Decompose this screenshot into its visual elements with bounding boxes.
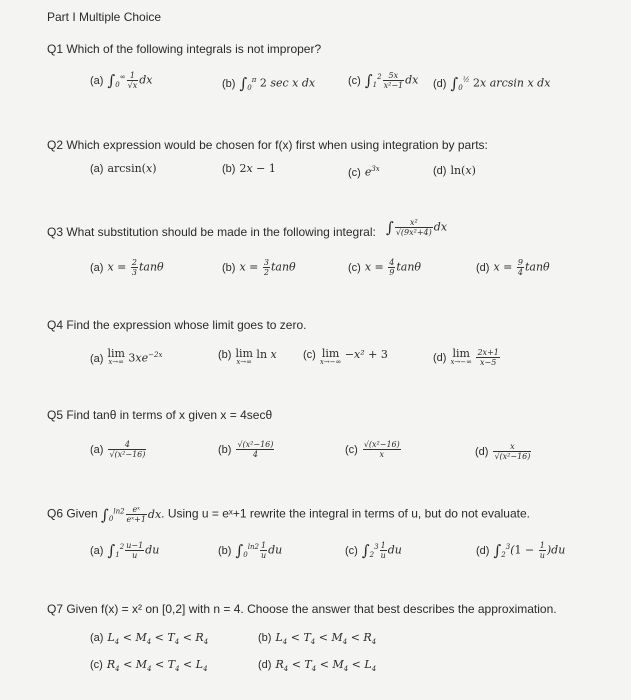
q2-option-d: (d) ln(x) [433, 164, 476, 177]
q6-prompt-post: . Using u = eˣ+1 rewrite the integral in terms of u, but do not evaluate. [161, 506, 530, 521]
q3-option-c: (c) x = $\frac{4}{9}$ tanθ [348, 258, 422, 277]
q5-option-b: (b) $\frac{\text{√(x²−16)}}{4}$ [218, 440, 274, 459]
q4-option-d: (d) lim x→−∞ $\frac{2x+1}{x-5}$ [433, 347, 499, 367]
q2-option-b: (b) 2x − 1 [222, 162, 276, 175]
q3-option-a: (a) x = $\frac{2}{3}$ tanθ [90, 258, 164, 277]
q6-prompt [47, 504, 530, 526]
q4-option-b: (b) lim x→∞ ln x [218, 347, 277, 366]
q5-option-c: (c) $\frac{\text{√(x²−16)}}{x}$ [345, 440, 400, 459]
q6-option-b: (b) $\int_0^{ln2}$ $\frac{1}{u}$ du [218, 541, 283, 561]
q6-option-c: (c) $\int_2^3$ $\frac{1}{u}$ du [345, 541, 402, 561]
q3-option-b: (b) x = $\frac{3}{2}$ tanθ [222, 258, 296, 277]
q3-prompt: Q3 What substitution should be made in the following integral: [47, 225, 376, 239]
q1-prompt: Q1 Which of the following integrals is not improper? [47, 42, 322, 56]
q2-option-c: (c) $e^{3x}$ [348, 165, 380, 179]
q5-option-d: (d) $\frac{x}{\text{√(x²−16)}}$ [475, 442, 531, 461]
q3-option-d: (d) x = $\frac{9}{4}$ tanθ [476, 258, 550, 277]
q1-option-b: (b) $\int_0^\pi$ 2 sec x dx [222, 74, 316, 93]
q7-prompt: Q7 Given f(x) = x² on [0,2] with n = 4. Choose the answer that best describes the approximation. [47, 602, 557, 616]
q4-option-c: (c) lim x→−∞ −x² + 3 [303, 347, 388, 366]
q1-option-c: (c) $\int_1^2$ $\frac{5x}{\text{x²−1}}$ dx [348, 71, 419, 91]
q7-option-d: (d) $R_4 < T_4 < M_4 < L_4$ [258, 658, 377, 674]
q6-option-d: (d) $\int_2^3(1$ − $\frac{1}{u}$ )du [476, 541, 566, 561]
q6-prompt-pre: Q6 Given [47, 506, 98, 521]
q2-option-a: (a) arcsin(x) [90, 162, 157, 175]
q6-option-a: (a) $\int_1^2$ $\frac{u-1}{u}$ du [90, 541, 160, 561]
part-title: Part I Multiple Choice [47, 10, 162, 24]
q6-integral: $\int_0^{ln2}$ $\frac{\text{eˣ}}{\text{eˣ+1}}$ dx [101, 505, 162, 525]
q4-prompt: Q4 Find the expression whose limit goes to zero. [47, 318, 307, 332]
q1-option-d: (d) $\int_0^{\frac{1}{2}}$ 2x arcsin x dx [433, 74, 551, 93]
q7-option-a: (a) $L_4 < M_4 < T_4 < R_4$ [90, 631, 209, 647]
q7-option-c: (c) $R_4 < M_4 < T_4 < L_4$ [90, 658, 208, 674]
q2-prompt: Q2 Which expression would be chosen for f(x) first when using integration by parts: [47, 138, 488, 152]
q4-option-a: (a) lim x→∞ $3xe^{-2x}$ [90, 347, 163, 366]
q5-prompt: Q5 Find tanθ in terms of x given x = 4secθ [47, 408, 273, 422]
q3-integral: ∫ $\frac{\text{x²}}{\text{√(9x²+4)}}$ dx [386, 218, 448, 237]
q5-option-a: (a) $\frac{4}{\text{√(x²−16)}}$ [90, 440, 146, 459]
q1-option-a: (a) $\int_0^\infty$ $\frac{1}{√x}$ dx [90, 71, 153, 91]
q7-option-b: (b) $L_4 < T_4 < M_4 < R_4$ [258, 631, 377, 647]
